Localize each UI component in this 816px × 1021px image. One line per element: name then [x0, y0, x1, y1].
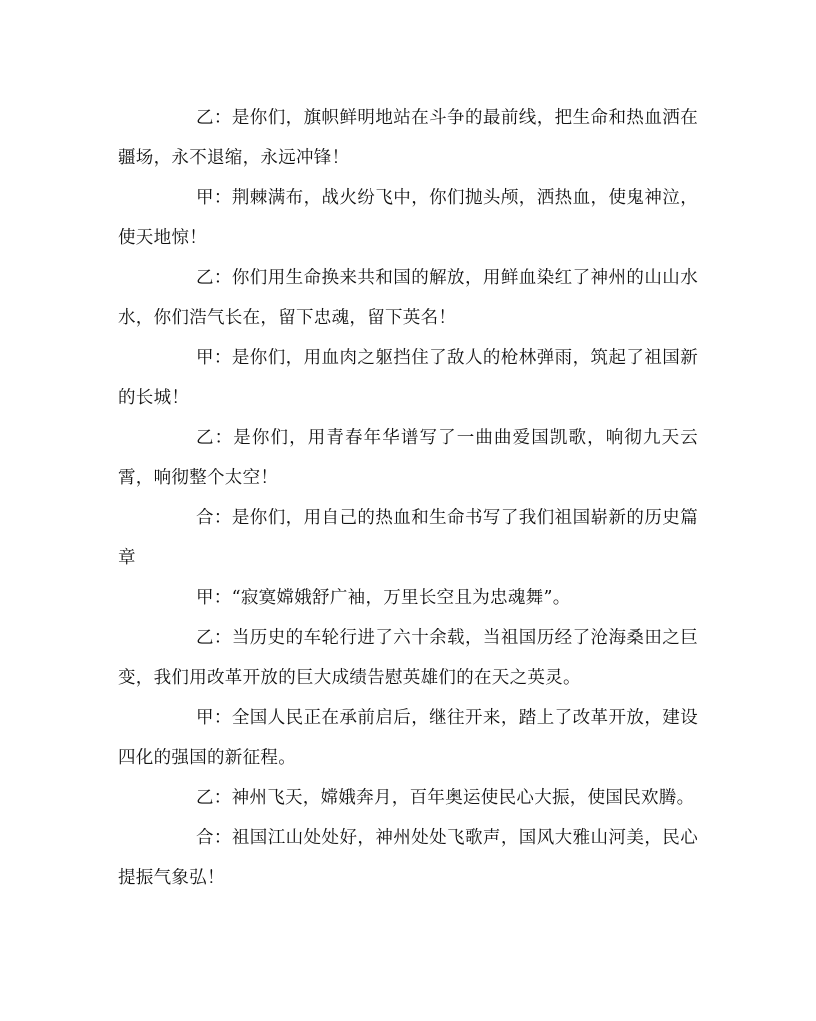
paragraph-10: 乙：神州飞天，嫦娥奔月，百年奥运使民心大振，使国民欢腾。	[196, 788, 695, 808]
paragraph-7: 甲：“寂寞嫦娥舒广袖，万里长空且为忠魂舞”。	[196, 588, 571, 608]
dialogue-text	[118, 98, 698, 898]
paragraph-11: 合：祖国江山处处好，神州处处飞歌声，国风大雅山河美，民心提振气象弘！	[118, 828, 698, 888]
paragraph-5: 乙：是你们，用青春年华谱写了一曲曲爱国凯歌，响彻九天云霄，响彻整个太空！	[118, 428, 698, 488]
paragraph-8: 乙：当历史的车轮行进了六十余载，当祖国历经了沧海桑田之巨变，我们用改革开放的巨大成绩告慰英雄们的在天之英灵。	[118, 628, 698, 688]
paragraph-4: 甲：是你们，用血肉之躯挡住了敌人的枪林弹雨，筑起了祖国新的长城！	[118, 348, 698, 408]
paragraph-6: 合：是你们，用自己的热血和生命书写了我们祖国崭新的历史篇章	[118, 508, 698, 568]
paragraph-3: 乙：你们用生命换来共和国的解放，用鲜血染红了神州的山山水水，你们浩气长在，留下忠魂，留下英名！	[118, 268, 698, 328]
paragraph-9: 甲：全国人民正在承前启后，继往开来，踏上了改革开放，建设四化的强国的新征程。	[118, 708, 698, 768]
paragraph-1: 乙：是你们，旗帜鲜明地站在斗争的最前线，把生命和热血洒在疆场，永不退缩，永远冲锋！	[118, 108, 698, 168]
paragraph-2: 甲：荆棘满布，战火纷飞中，你们抛头颅，洒热血，使鬼神泣，使天地惊！	[118, 188, 698, 248]
